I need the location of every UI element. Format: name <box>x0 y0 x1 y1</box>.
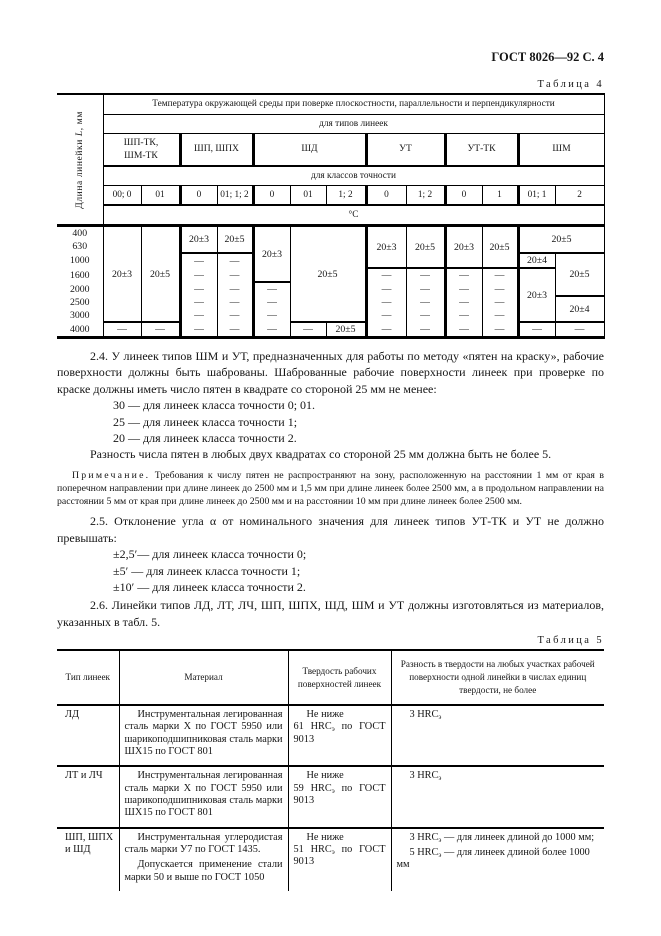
t4-unit-cell: °С <box>103 205 604 226</box>
t5-type-cell: ШП, ШПХ и ШД <box>57 828 119 891</box>
t5-type-cell: ЛД <box>57 705 119 766</box>
hrc-subscript: э <box>438 835 442 844</box>
hardness-value <box>294 783 386 808</box>
t5-row-shp-shpkh-shd <box>57 828 604 891</box>
hrc-subscript: э <box>438 712 442 721</box>
angle-deviation-item: ±10′ — для линеек класса точности 2. <box>113 580 306 595</box>
hardness-value <box>294 721 386 746</box>
t4-class-cell: 01; 1; 2 <box>217 186 253 206</box>
diff-value <box>397 709 600 721</box>
t4-length-cell: 4000 <box>57 322 103 338</box>
t4-dash-cell: — <box>366 309 406 322</box>
hardness-prefix: 51 HRC <box>293 844 332 856</box>
t4-dash-cell: — <box>180 253 217 268</box>
note-text: Требования к числу пятен не распространяют на зону, расположенную на расстоянии 1 мм от края в поперечном направлении при длине линеек до 2500 мм и 1,5 мм при длине линеек более 2500 мм, а в продольном направлении на расстоянии 5 мм от края при длине линеек до 2500 мм и на расстоянии 10 мм при длине линеек более 2500 мм. <box>57 469 604 508</box>
t4-type-group-shp-shpkh: ШП, ШПХ <box>180 134 253 167</box>
t4-dash-cell: — <box>180 296 217 309</box>
spot-count-item: 20 — для линеек класса точности 2. <box>113 431 297 446</box>
angle-deviation-item: ±5′ — для линеек класса точности 1; <box>113 563 301 578</box>
t4-dash-cell: — <box>253 322 290 338</box>
hrc-subscript: э <box>331 848 335 857</box>
t4-dash-cell: — <box>482 309 518 322</box>
t5-type-cell: ЛТ и ЛЧ <box>57 766 119 827</box>
angle-deviation-item: ±2,5′— для линеек класса точности 0; <box>113 547 307 562</box>
angle-deviation-list <box>57 546 604 595</box>
t4-value-cell: 20±5 <box>217 226 253 254</box>
t4-value-cell: 20±3 <box>518 268 555 322</box>
material-text: Инструментальная углеродистая сталь марки У7 по ГОСТ 1435. <box>124 831 283 856</box>
t5-hardness-cell <box>288 766 391 827</box>
t5-material-cell <box>119 766 288 827</box>
diff-value <box>397 770 600 782</box>
t4-dash-cell: — <box>482 268 518 282</box>
hrc-subscript: э <box>438 774 442 783</box>
t4-dash-cell: — <box>253 282 290 296</box>
t4-header-temperature: Температура окружающей среды при поверке плоскостности, параллельности и перпендикулярности <box>103 94 604 115</box>
section-2-6-paragraph: 2.6. Линейки типов ЛД, ЛТ, ЛЧ, ШП, ШПХ, ШД, ШМ и УТ должны изготовляться из материалов, указанных в табл. 5. <box>57 598 604 629</box>
t5-material-cell <box>119 705 288 766</box>
t4-class-cell: 01 <box>141 186 180 206</box>
t4-dash-cell: — <box>217 268 253 282</box>
hardness-prefix: 59 HRC <box>293 782 332 794</box>
t4-dash-cell: — <box>253 296 290 309</box>
t5-row-lt-lch <box>57 766 604 827</box>
hardness-line: Не ниже <box>306 831 344 843</box>
t4-length-cell: 3000 <box>57 309 103 322</box>
t5-hardness-cell <box>288 705 391 766</box>
spot-count-item: 25 — для линеек класса точности 1; <box>113 414 298 429</box>
t4-dash-cell: — <box>217 296 253 309</box>
t4-dash-cell: — <box>366 282 406 296</box>
t5-header-hardness-diff: Разность в твердости на любых участках рабочей поверхности одной линейки в числах единиц твердости, не более <box>391 650 604 705</box>
t4-header-for-classes: для классов точности <box>103 166 604 186</box>
type-line: ШМ-ТК <box>124 149 158 161</box>
note-paragraph <box>57 469 604 509</box>
t4-dash-cell: — <box>445 296 482 309</box>
diff-suffix: — для линеек длиной более 1000 мм <box>396 847 590 871</box>
t4-value-cell: 20±3 <box>366 226 406 269</box>
t5-header-material: Материал <box>119 650 288 705</box>
t4-dash-cell: — <box>555 322 604 338</box>
hardness-line: Не ниже <box>306 770 344 782</box>
t5-diff-cell <box>391 705 604 766</box>
t4-value-cell: 20±5 <box>290 226 366 323</box>
type-line: ШП-ТК, <box>123 137 159 149</box>
t4-dash-cell: — <box>290 322 326 338</box>
hardness-value <box>294 844 386 869</box>
t4-class-cell: 0 <box>180 186 217 206</box>
diff-prefix: 3 HRC <box>409 770 439 782</box>
hrc-subscript: э <box>331 786 335 795</box>
page-header: ГОСТ 8026—92 С. 4 <box>491 50 604 64</box>
t4-value-cell: 20±4 <box>555 296 604 322</box>
t5-header-hardness: Твердость рабочих поверхностей линеек <box>288 650 391 705</box>
material-text: Инструментальная легированная сталь марки Х по ГОСТ 5950 или шарикоподшипниковая сталь марки ШХ15 по ГОСТ 801 <box>124 770 283 819</box>
t5-diff-cell <box>391 828 604 891</box>
t4-header-for-types: для типов линеек <box>103 115 604 134</box>
t5-material-cell <box>119 828 288 891</box>
hrc-subscript: э <box>331 725 335 734</box>
t4-dash-cell: — <box>445 268 482 282</box>
section-2-4-closing: Разность числа пятен в любых двух квадратах со стороной 25 мм должна быть не более 5. <box>90 447 552 462</box>
t4-dash-cell: — <box>482 296 518 309</box>
t4-value-cell: 20±5 <box>141 226 180 323</box>
table5 <box>57 649 604 891</box>
diff-value <box>397 847 600 872</box>
t4-length-axis-label <box>57 94 103 226</box>
t4-dash-cell: — <box>141 322 180 338</box>
t4-dash-cell: — <box>217 282 253 296</box>
t5-hardness-cell <box>288 828 391 891</box>
t4-dash-cell: — <box>103 322 141 338</box>
t4-type-group-shd: ШД <box>253 134 366 167</box>
t4-class-cell: 01 <box>290 186 326 206</box>
material-text: Допускается применение стали марки 50 и выше по ГОСТ 1050 <box>124 859 283 883</box>
t4-class-cell: 0 <box>445 186 482 206</box>
t5-diff-cell <box>391 766 604 827</box>
t4-class-cell: 1 <box>482 186 518 206</box>
material-text: Инструментальная легированная сталь марки Х по ГОСТ 5950 или шарикоподшипниковая сталь марки ШХ15 по ГОСТ 801 <box>124 708 283 757</box>
t4-type-group-shptk <box>103 134 180 167</box>
t4-dash-cell: — <box>406 282 445 296</box>
t5-header-type: Тип линеек <box>57 650 119 705</box>
t4-value-cell: 20±3 <box>253 226 290 283</box>
note-label: Примечание. <box>72 469 151 481</box>
t4-dash-cell: — <box>406 296 445 309</box>
t4-dash-cell: — <box>406 322 445 338</box>
t4-dash-cell: — <box>518 322 555 338</box>
t4-dash-cell: — <box>366 296 406 309</box>
length-label-text <box>74 111 86 209</box>
length-label-part: Длина линейки <box>74 135 85 209</box>
section-2-4-paragraph: 2.4. У линеек типов ШМ и УТ, предназначенных для работы по методу «пятен на краску», рабочие поверхности должны быть шаброваны. Шаброванные рабочие поверхности линеек при проверке по краске должны иметь число пятен в квадрате со стороной 25 мм не менее: <box>57 349 604 396</box>
t4-dash-cell: — <box>482 282 518 296</box>
t4-class-cell: 01; 1 <box>518 186 555 206</box>
t4-dash-cell: — <box>180 322 217 338</box>
t4-value-cell: 20±4 <box>518 253 555 268</box>
t5-row-ld <box>57 705 604 766</box>
hardness-suffix: по ГОСТ 9013 <box>293 721 386 745</box>
hrc-subscript: э <box>438 851 442 860</box>
t4-dash-cell: — <box>180 282 217 296</box>
t4-length-cell: 1000 <box>57 253 103 268</box>
t4-length-cell: 2500 <box>57 296 103 309</box>
section-2-5-paragraph: 2.5. Отклонение угла α от номинального значения для линеек типов УТ-ТК и УТ не должно превышать: <box>57 514 604 545</box>
t4-length-cell: 630 <box>57 240 103 253</box>
t4-type-group-ut: УТ <box>366 134 445 167</box>
t4-dash-cell: — <box>445 322 482 338</box>
t4-dash-cell: — <box>366 322 406 338</box>
t4-type-group-shm: ШМ <box>518 134 604 167</box>
t4-value-cell: 20±3 <box>180 226 217 254</box>
t4-class-cell: 0 <box>366 186 406 206</box>
t4-dash-cell: — <box>406 309 445 322</box>
t4-dash-cell: — <box>217 253 253 268</box>
length-label-symbol: L <box>74 129 85 136</box>
diff-value <box>397 832 600 844</box>
t4-value-cell: 20±3 <box>103 226 141 323</box>
diff-suffix: — для линеек длиной до 1000 мм; <box>441 831 595 843</box>
t4-dash-cell: — <box>180 309 217 322</box>
t4-dash-cell: — <box>406 268 445 282</box>
diff-prefix: 5 HRC <box>409 847 439 859</box>
t4-dash-cell: — <box>217 322 253 338</box>
hardness-suffix: по ГОСТ 9013 <box>293 844 386 868</box>
t4-class-cell: 1; 2 <box>406 186 445 206</box>
t4-dash-cell: — <box>253 309 290 322</box>
diff-prefix: 3 HRC <box>409 708 439 720</box>
t4-dash-cell: — <box>180 268 217 282</box>
table5-caption: Таблица 5 <box>537 635 604 647</box>
t4-value-cell: 20±5 <box>482 226 518 269</box>
t4-length-cell: 1600 <box>57 268 103 282</box>
spot-count-item: 30 — для линеек класса точности 0; 01. <box>113 398 316 413</box>
hardness-line: Не ниже <box>306 708 344 720</box>
t4-dash-cell: — <box>366 268 406 282</box>
t4-class-cell: 0 <box>253 186 290 206</box>
hardness-prefix: 61 HRC <box>293 721 332 733</box>
spot-count-list <box>57 397 604 446</box>
t4-type-group-ut-tk: УТ-ТК <box>445 134 518 167</box>
hardness-suffix: по ГОСТ 9013 <box>293 782 386 807</box>
t4-value-cell: 20±5 <box>518 226 604 254</box>
t4-value-cell: 20±3 <box>445 226 482 269</box>
t4-dash-cell: — <box>445 309 482 322</box>
table4-caption: Таблица 4 <box>537 79 604 90</box>
t4-value-cell: 20±5 <box>326 322 366 338</box>
t4-length-cell: 400 <box>57 226 103 241</box>
t4-class-cell: 2 <box>555 186 604 206</box>
t4-length-cell: 2000 <box>57 282 103 296</box>
t4-value-cell: 20±5 <box>555 253 604 296</box>
table4 <box>57 93 605 339</box>
t4-dash-cell: — <box>445 282 482 296</box>
diff-prefix: 3 HRC <box>409 831 439 843</box>
t4-class-cell: 00; 0 <box>103 186 141 206</box>
t4-value-cell: 20±5 <box>406 226 445 269</box>
t4-dash-cell: — <box>217 309 253 322</box>
t4-class-cell: 1; 2 <box>326 186 366 206</box>
length-label-unit: , мм <box>74 110 85 130</box>
t4-dash-cell: — <box>482 322 518 338</box>
